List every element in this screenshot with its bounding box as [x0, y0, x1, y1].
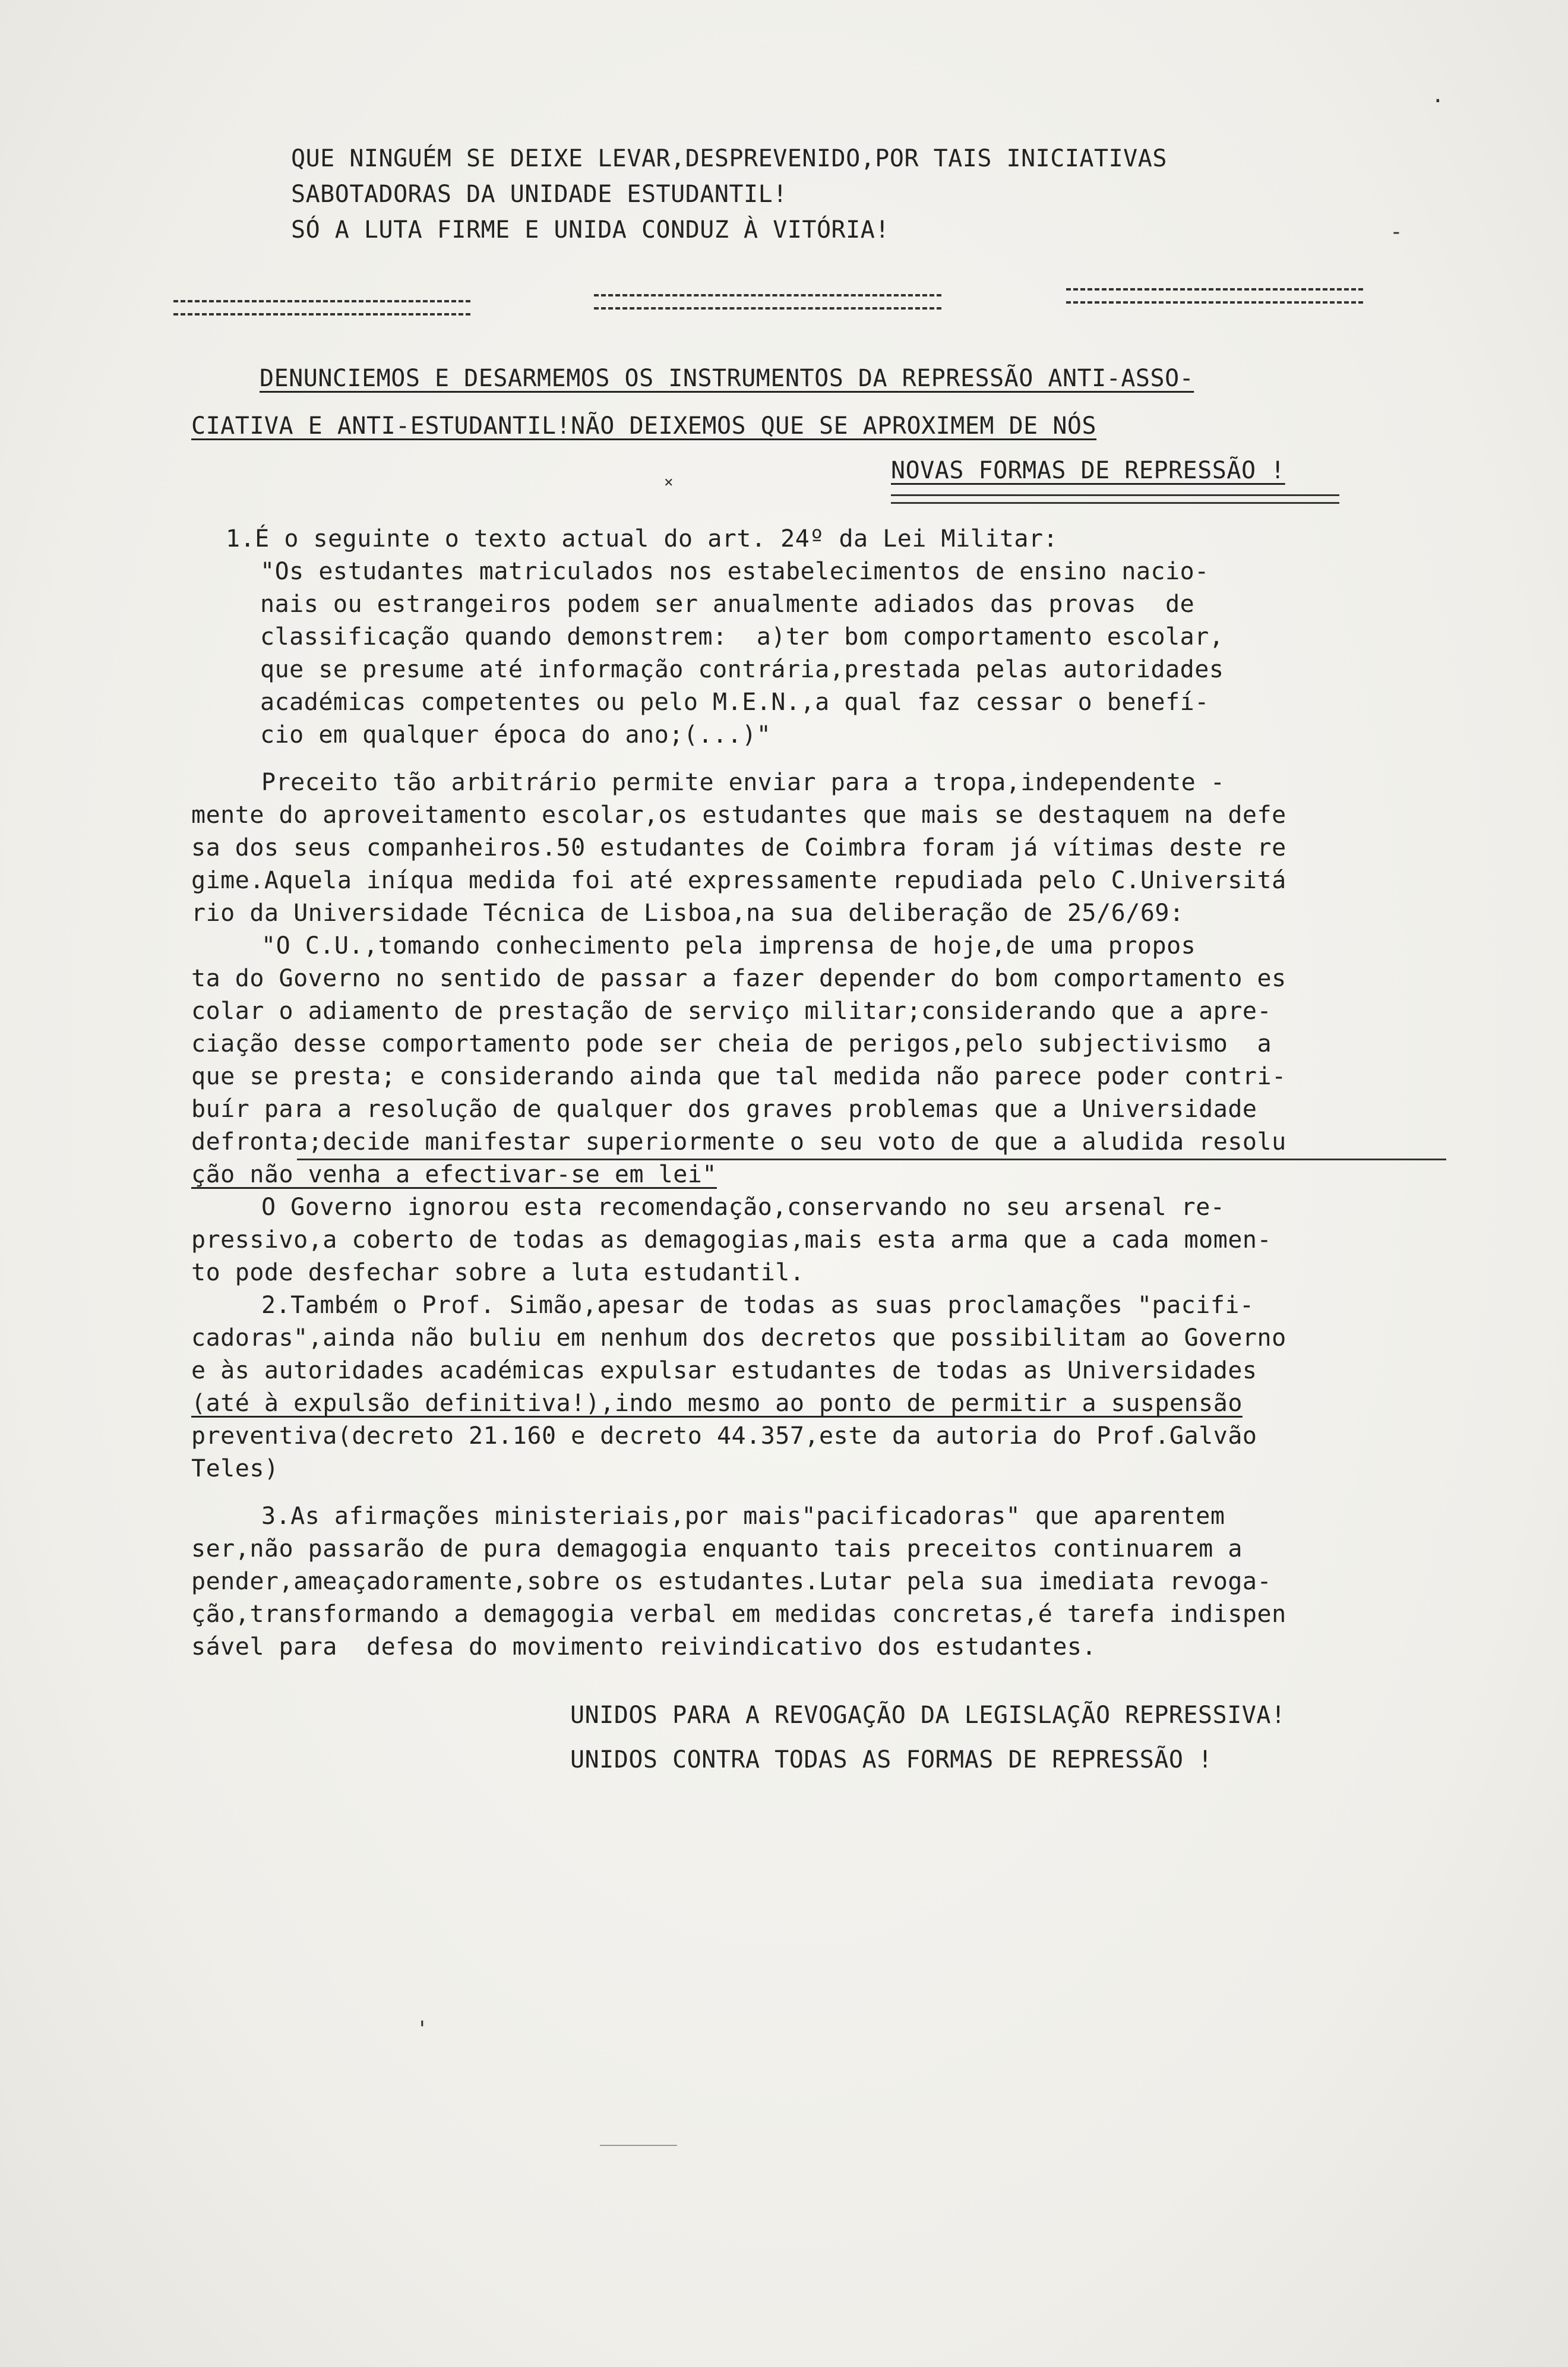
intro-line-3: SÓ A LUTA FIRME E UNIDA CONDUZ À VITÓRIA! — [291, 216, 890, 244]
stray-mark: ˟ — [662, 475, 675, 500]
heading-double-underline — [891, 494, 1339, 504]
p2-line-11: buír para a resolução de qualquer dos graves problemas que a Universidade — [191, 1096, 1257, 1123]
stray-dot: · — [1431, 89, 1444, 113]
p2-line-8: colar o adiamento de prestação de serviço militar;considerando que a apre- — [191, 998, 1272, 1025]
p4-line-3: pender,ameaçadoramente,sobre os estudantes.Lutar pela sua imediata revoga- — [191, 1568, 1272, 1595]
p1-line-1: 1.É o seguinte o texto actual do art. 24º da Lei Militar: — [226, 525, 1058, 553]
underline-resolution — [297, 1159, 1446, 1160]
p3-line-5: preventiva(decreto 21.160 e decreto 44.357,este da autoria do Prof.Galvão — [191, 1422, 1257, 1450]
p2-line-15: pressivo,a coberto de todas as demagogias,mais esta arma que a cada momen- — [191, 1226, 1272, 1254]
p3-line-4: (até à expulsão definitiva!),indo mesmo ao ponto de permitir a suspensão — [191, 1390, 1243, 1417]
separator-middle — [594, 294, 941, 310]
p2-line-9: ciação desse comportamento pode ser cheia de perigos,pelo subjectivismo a — [191, 1030, 1272, 1058]
p4-line-5: sável para defesa do movimento reivindicativo dos estudantes. — [191, 1633, 1097, 1661]
p4-line-2: ser,não passarão de pura demagogia enquanto tais preceitos continuarem a — [191, 1535, 1243, 1563]
p3-line-2: cadoras",ainda não buliu em nenhum dos decretos que possibilitam ao Governo — [191, 1324, 1286, 1352]
p2-line-12: defronta;decide manifestar superiormente o seu voto de que a aludida resolu — [191, 1128, 1286, 1156]
p4-line-1: 3.As afirmações ministeriais,por mais"pacificadoras" que aparentem — [261, 1503, 1225, 1530]
p3-line-6: Teles) — [191, 1455, 279, 1482]
p1-line-4: classificação quando demonstrem: a)ter bom comportamento escolar, — [260, 623, 1224, 651]
p2-line-2: mente do aproveitamento escolar,os estudantes que mais se destaquem na defe — [191, 801, 1286, 829]
heading-line-2: CIATIVA E ANTI-ESTUDANTIL!NÃO DEIXEMOS QUE SE APROXIMEM DE NÓS — [191, 412, 1097, 440]
p2-line-4: gime.Aquela iníqua medida foi até expressamente repudiada pelo C.Universitá — [191, 867, 1286, 894]
intro-line-2: SABOTADORAS DA UNIDADE ESTUDANTIL! — [291, 181, 788, 208]
p3-line-1: 2.Também o Prof. Simão,apesar de todas as suas proclamações "pacifi- — [261, 1292, 1254, 1319]
p1-line-2: "Os estudantes matriculados nos estabelecimentos de ensino nacio- — [260, 558, 1209, 585]
p1-line-5: que se presume até informação contrária,prestada pelas autoridades — [260, 656, 1224, 683]
separator-right — [1066, 288, 1363, 304]
heading-line-1: DENUNCIEMOS E DESARMEMOS OS INSTRUMENTOS DA REPRESSÃO ANTI-ASSO- — [260, 365, 1194, 392]
p2-line-1: Preceito tão arbitrário permite enviar para a tropa,independente - — [261, 769, 1225, 796]
p1-line-7: cio em qualquer época do ano;(...)" — [260, 721, 772, 749]
p1-line-6: académicas competentes ou pelo M.E.N.,a qual faz cessar o benefí- — [260, 689, 1209, 716]
stray-dash: - — [1390, 220, 1403, 244]
p2-line-7: ta do Governo no sentido de passar a fazer depender do bom comportamento es — [191, 965, 1286, 992]
p2-line-16: to pode desfechar sobre a luta estudantil. — [191, 1259, 805, 1286]
stray-tick: ' — [416, 2017, 429, 2041]
heading-line-3: NOVAS FORMAS DE REPRESSÃO ! — [891, 457, 1285, 484]
p2-line-10: que se presta; e considerando ainda que tal medida não parece poder contri- — [191, 1063, 1286, 1090]
p1-line-3: nais ou estrangeiros podem ser anualmente adiados das provas de — [260, 591, 1195, 618]
intro-line-1: QUE NINGUÉM SE DEIXE LEVAR,DESPREVENIDO,POR TAIS INICIATIVAS — [291, 145, 1167, 172]
p2-line-13: ção não venha a efectivar-se em lei" — [191, 1161, 717, 1188]
p2-line-6: "O C.U.,tomando conhecimento pela imprensa de hoje,de uma propos — [261, 932, 1196, 960]
separator-left — [173, 300, 470, 315]
stray-scratch — [600, 2145, 677, 2146]
p2-line-5: rio da Universidade Técnica de Lisboa,na sua deliberação de 25/6/69: — [191, 900, 1184, 927]
p2-line-14: O Governo ignorou esta recomendação,conservando no seu arsenal re- — [261, 1194, 1225, 1221]
p4-line-4: ção,transformando a demagogia verbal em medidas concretas,é tarefa indispen — [191, 1601, 1286, 1628]
p3-line-3: e às autoridades académicas expulsar estudantes de todas as Universidades — [191, 1357, 1257, 1384]
closing-line-2: UNIDOS CONTRA TODAS AS FORMAS DE REPRESSÃO ! — [570, 1746, 1213, 1773]
p2-line-3: sa dos seus companheiros.50 estudantes de Coimbra foram já vítimas deste re — [191, 834, 1286, 861]
closing-line-1: UNIDOS PARA A REVOGAÇÃO DA LEGISLAÇÃO REPRESSIVA! — [570, 1702, 1286, 1729]
